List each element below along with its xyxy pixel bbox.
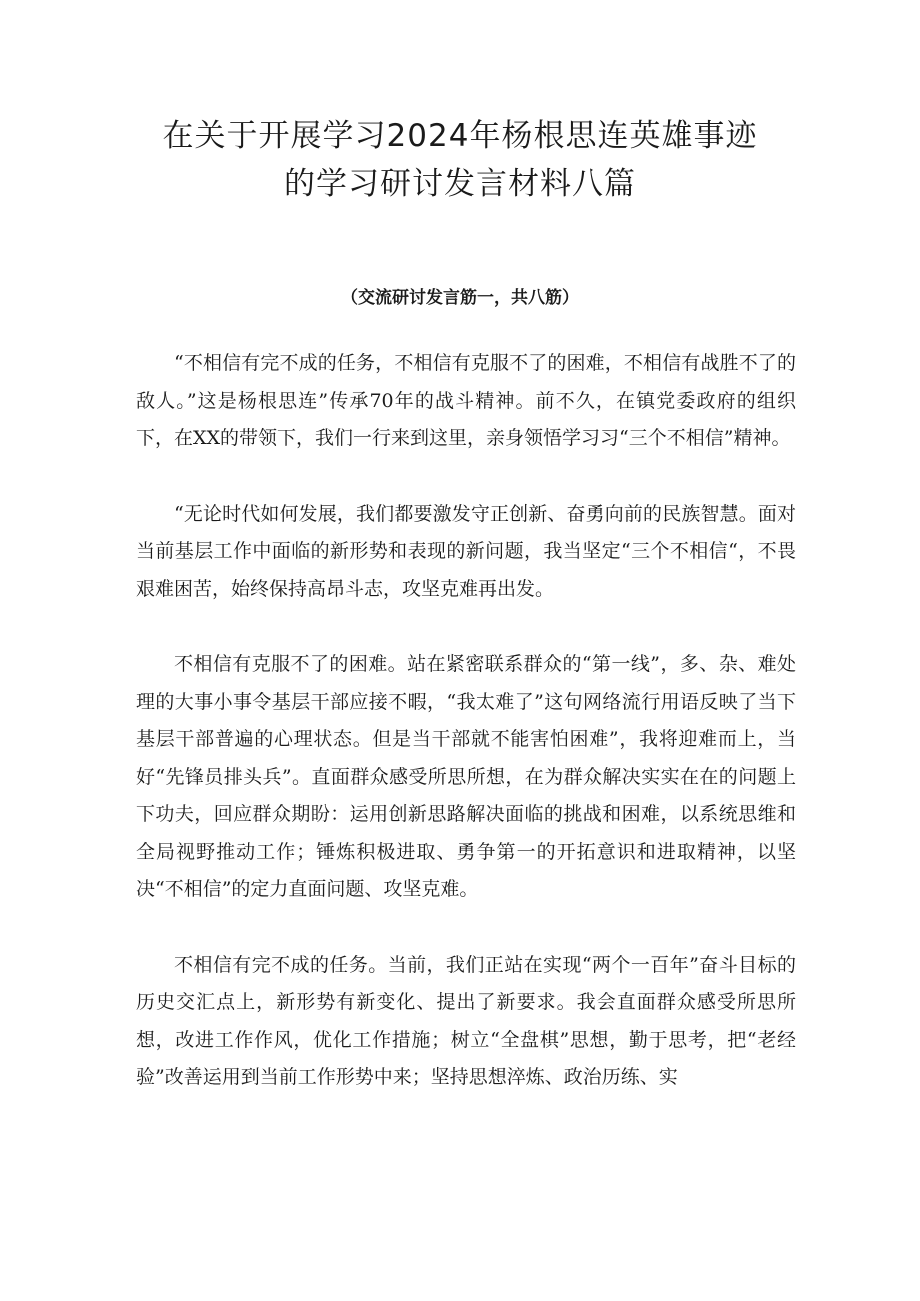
title-line-1: 在关于开展学习2024年杨根思连英雄事迹 bbox=[162, 118, 758, 154]
document-body bbox=[136, 345, 796, 1097]
document-title bbox=[0, 112, 920, 208]
paragraph-2: “无论时代如何发展，我们都要激发守正创新、奋勇向前的民族智慧。面对当前基层工作中面临的新形势和表现的新问题，我当坚定“三个不相信“，不畏艰难困苦，始终保持高昂斗志，攻坚克难再出发。 bbox=[136, 502, 796, 600]
title-line-2: 的学习研讨发言材料八篇 bbox=[284, 166, 636, 202]
section-heading: （交流研讨发言筋一，共八筋） bbox=[341, 288, 579, 308]
paragraph-1: “不相信有完不成的任务，不相信有克服不了的困难，不相信有战胜不了的敌人。”这是杨根思连”传承70年的战斗精神。前不久，在镇党委政府的组织下，在XX的带领下，我们一行来到这里，亲身领悟学习习“三个不相信”精神。 bbox=[136, 352, 796, 449]
paragraph-4: 不相信有完不成的任务。当前，我们正站在实现“两个一百年”奋斗目标的历史交汇点上，新形势有新变化、提出了新要求。我会直面群众感受所思所想，改进工作作风，优化工作措施；树立“全盘棋”思想，勤于思考，把“老经验”改善运用到当前工作形势中来；坚持思想淬炼、政治历练、实 bbox=[136, 953, 796, 1088]
paragraph-3: 不相信有克服不了的困难。站在紧密联系群众的“第一线”，多、杂、难处理的大事小事令基层干部应接不暇，“我太难了”这句网络流行用语反映了当下基层干部普遍的心理状态。但是当干部就不能害怕困难”，我将迎难而上，当好“先锋员排头兵”。直面群众感受所思所想，在为群众解决实实在在的问题上下功夫，回应群众期盼：运用创新思路解决面临的挑战和困难，以系统思维和全局视野推动工作；锤炼积极进取、勇争第一的开拓意识和进取精神，以坚决“不相信”的定力直面问题、攻坚克难。 bbox=[136, 653, 796, 900]
